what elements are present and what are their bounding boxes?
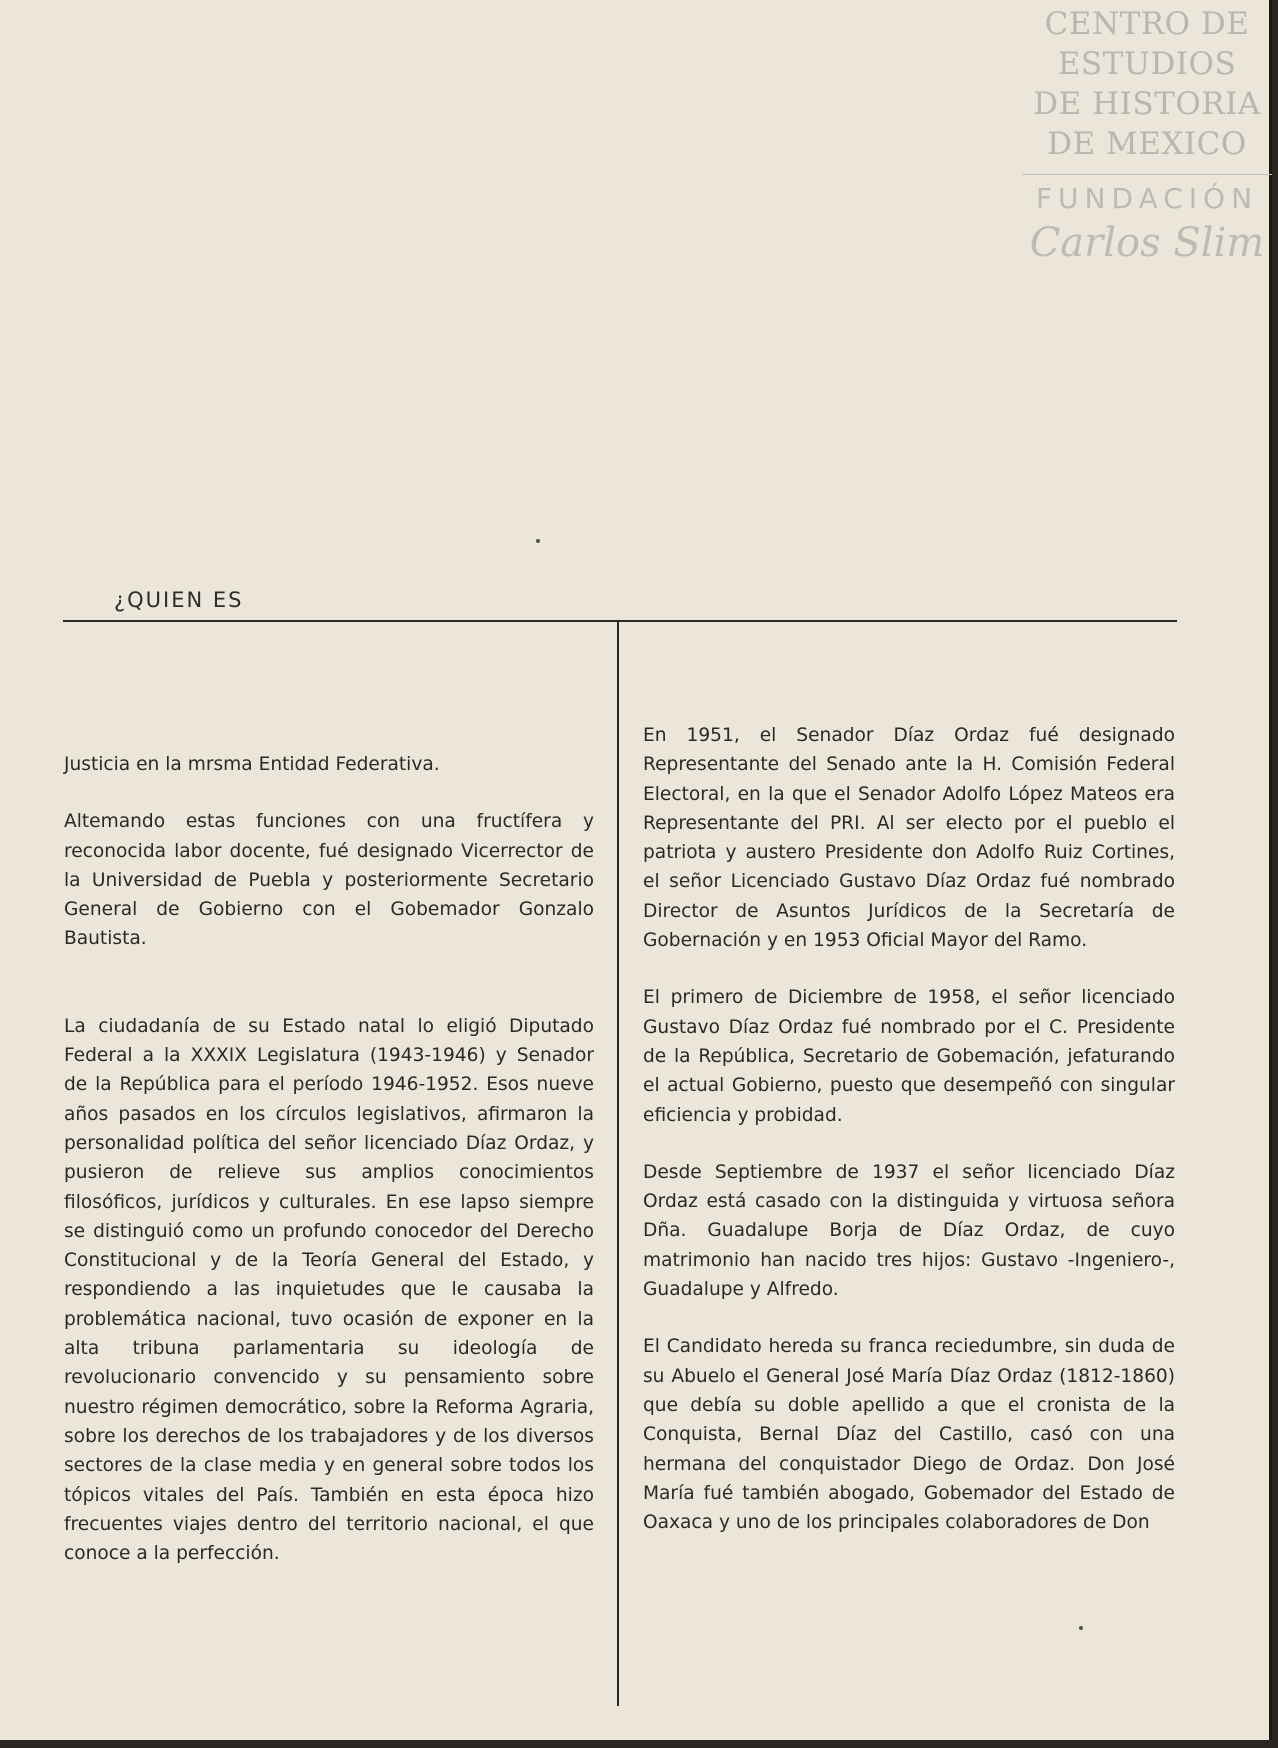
- speck-mark: [1079, 1626, 1083, 1630]
- column-divider: [617, 621, 619, 1706]
- watermark-line: ESTUDIOS: [1057, 46, 1237, 82]
- watermark-line: DE MEXICO: [1047, 126, 1247, 162]
- paragraph: La ciudadanía de su Estado natal lo eligió Diputado Federal a la XXXIX Legislatura (1943-1946) y Senador de la República para el período 1946-1952. Esos nueve años pasados en los círculos legislativos, afirmaron la personalidad política del señor licenciado Díaz Ordaz, y pusieron de relieve sus amplios conocimientos filosóficos, jurídicos y culturales. En ese lapso siempre se distinguió como un profundo conocedor del Derecho Constitucional y de la Teoría General del Estado, y respondiendo a las inquietudes que le causaba la problemática nacional, tuvo ocasión de exponer en la alta tribuna parlamentaria su ideología de revolucionario convencido y su pensamiento sobre nuestro régimen democrático, sobre la Reforma Agraria, sobre los derechos de los trabajadores y de los diversos sectores de la clase media y en general sobre todos los tópicos vitales del País. También en esta época hizo frecuentes viajes dentro del territorio nacional, el que conoce a la perfección.: [64, 1015, 594, 1565]
- paragraph: Altemando estas funciones con una fructífera y reconocida labor docente, fué designado Vicerrector de la Universidad de Puebla y posteriormente Secretario General de Gobierno con el Gobemador Gonzalo Bautista.: [64, 811, 594, 950]
- left-column: [64, 750, 594, 1596]
- paragraph: Justicia en la mrsma Entidad Federativa.: [64, 754, 440, 775]
- watermark-divider: [1022, 174, 1272, 175]
- paragraph: En 1951, el Senador Díaz Ordaz fué designado Representante del Senado ante la H. Comisión Federal Electoral, en la que el Senador Adolfo López Mateos era Representante del PRI. Al ser electo por el pueblo el patriota y austero Presidente don Adolfo Ruiz Cortines, el señor Licenciado Gustavo Díaz Ordaz fué nombrado Director de Asuntos Jurídicos de la Secretaría de Gobernación y en 1953 Oficial Mayor del Ramo.: [643, 725, 1175, 952]
- watermark-line: CENTRO DE: [1044, 6, 1250, 42]
- paragraph: El primero de Diciembre de 1958, el señor licenciado Gustavo Díaz Ordaz fué nombrado por el C. Presidente de la República, Secretario de Gobemación, jefaturando el actual Gobierno, puesto que desempeñó con singular eficiencia y probidad.: [643, 987, 1175, 1126]
- paragraph: El Candidato hereda su franca reciedumbre, sin duda de su Abuelo el General José María Díaz Ordaz (1812-1860) que debía su doble apellido a que el cronista de la Conquista, Bernal Díaz del Castillo, casó con una hermana del conquistador Diego de Ordaz. Don José María fué también abogado, Gobemador del Estado de Oaxaca y uno de los principales colaboradores de Don: [643, 1336, 1175, 1534]
- header-rule: [63, 620, 1177, 622]
- watermark-line: DE HISTORIA: [1033, 86, 1261, 122]
- right-column: [643, 721, 1175, 1565]
- archive-watermark: [1022, 4, 1272, 269]
- section-heading: ¿QUIEN ES: [114, 588, 244, 612]
- speck-mark: [536, 539, 540, 543]
- paragraph: Desde Septiembre de 1937 el señor licenciado Díaz Ordaz está casado con la distinguida y virtuosa señora Dña. Guadalupe Borja de Díaz Ordaz, de cuyo matrimonio han nacido tres hijos: Gustavo -Ingeniero-, Guadalupe y Alfredo.: [643, 1161, 1175, 1301]
- watermark-signature: Carlos Slim: [1029, 220, 1265, 266]
- watermark-fundacion: FUNDACIÓN: [1035, 182, 1259, 215]
